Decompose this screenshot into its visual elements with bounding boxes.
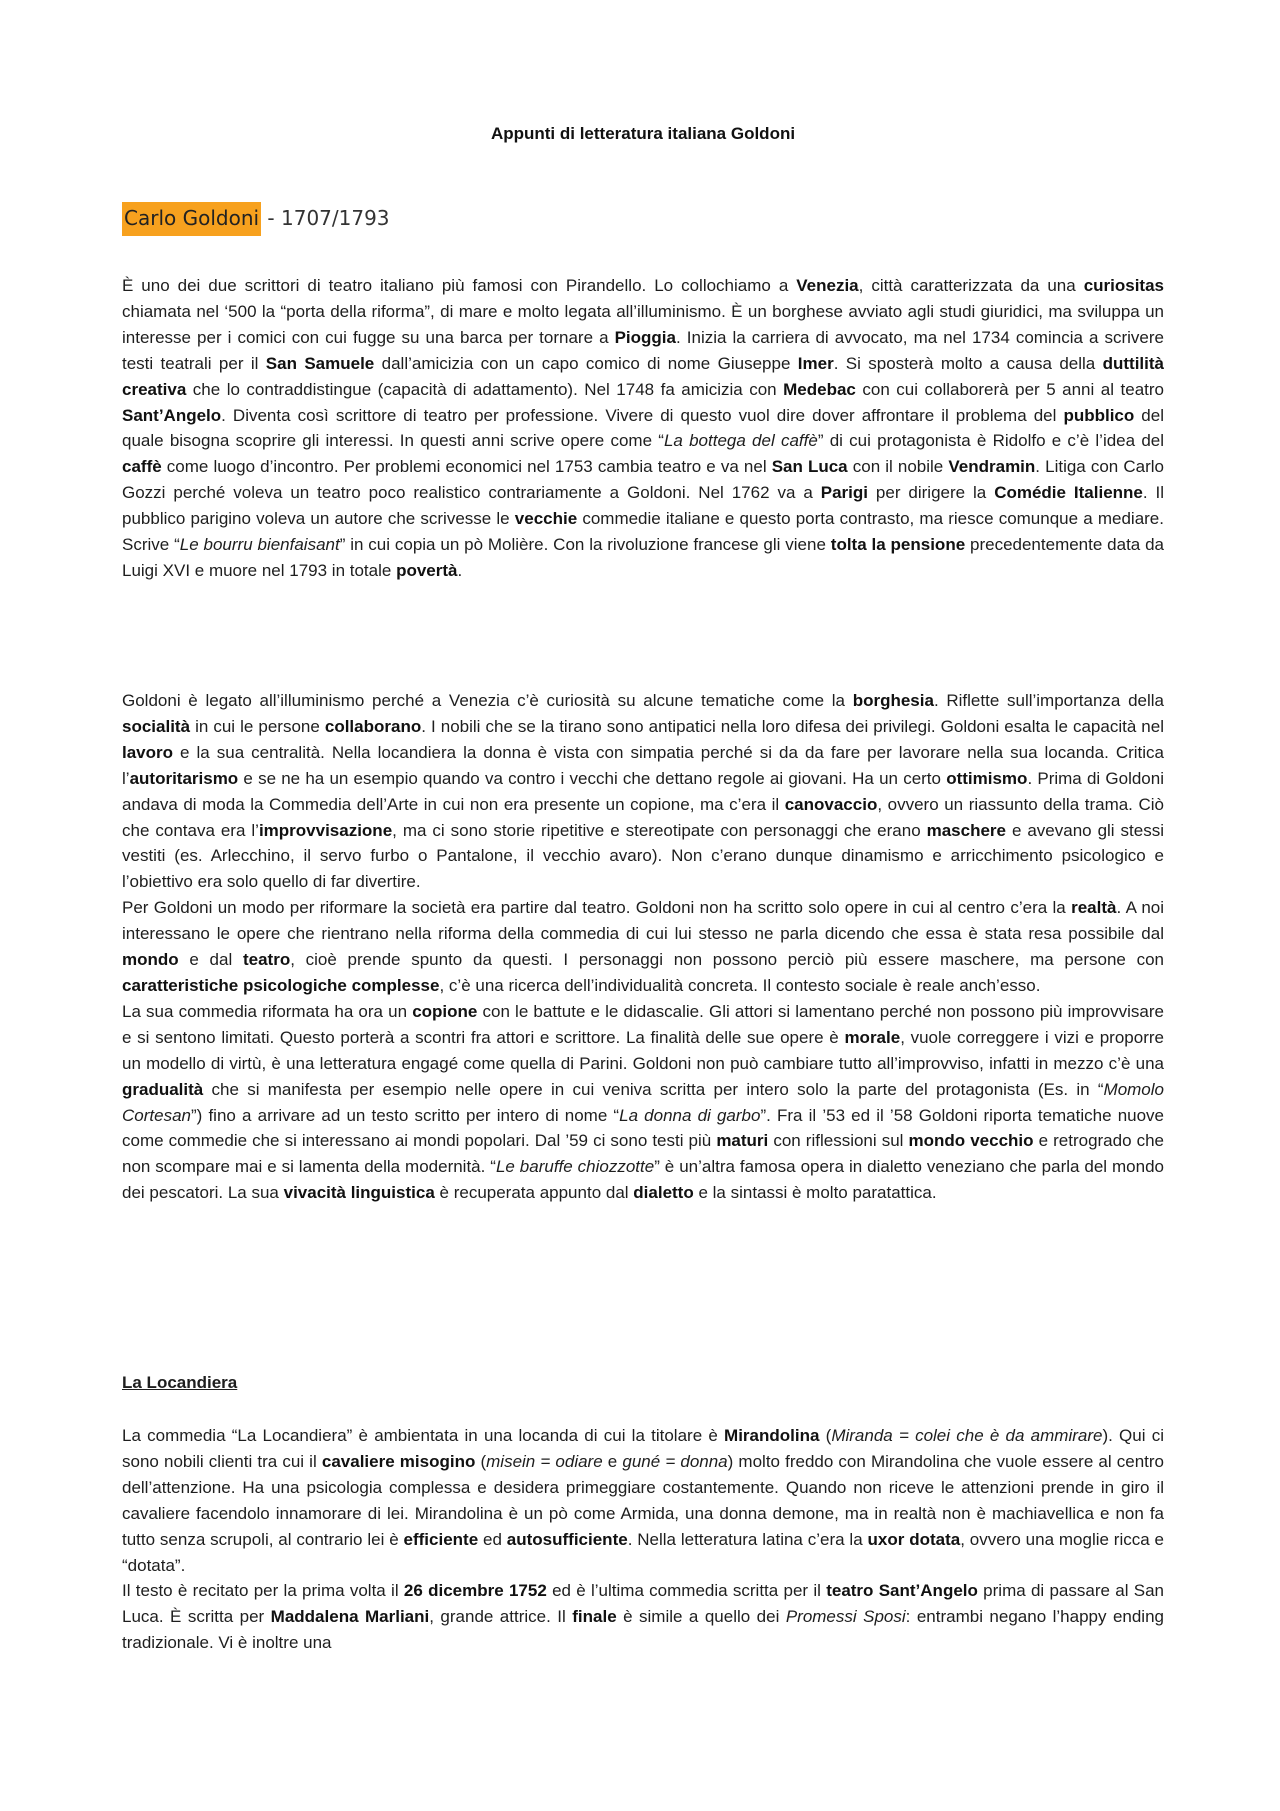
text-run: È uno dei due scrittori di teatro italiano più famosi con Pirandello. Lo collochiamo a (122, 276, 797, 295)
bold-term: maturi (716, 1131, 769, 1151)
text-run: ed (478, 1529, 507, 1549)
italic-title: Le bourru bienfaisant (179, 535, 340, 555)
text-run: Goldoni è legato all’illuminismo perché a Venezia c’è curiosità su alcune tematiche come la (122, 691, 853, 710)
bold-term: realtà (1071, 898, 1117, 918)
text-run: con il nobile (847, 457, 949, 477)
text-run: e retrogrado che non scompare mai e si lamenta della modernità. “ (122, 1131, 1165, 1177)
locandiera-heading-block (122, 1370, 1164, 1396)
text-run: ( (819, 1426, 832, 1445)
text-run: ( (475, 1451, 487, 1471)
bold-term: vivacità linguistica (283, 1183, 435, 1203)
bold-term: Vendramin (948, 457, 1036, 477)
bold-term: caratteristiche psicologiche complesse (122, 975, 440, 995)
bold-term: povertà (396, 560, 458, 580)
bold-term: cavaliere misogino (321, 1451, 476, 1471)
bold-term: teatro (242, 950, 291, 970)
bold-term: Medebac (783, 379, 856, 399)
bold-term: Parigi (820, 483, 868, 503)
bold-term: caffè (122, 457, 162, 477)
text-run: La commedia “La Locandiera” è ambientata in una locanda di cui la titolare è (122, 1426, 725, 1445)
italic-title: guné = donna (622, 1451, 728, 1471)
author-heading (122, 206, 390, 230)
text-run: ). Qui ci sono nobili clienti tra cui il (122, 1426, 1164, 1471)
bold-term: mondo (122, 950, 179, 970)
enlightenment-section (122, 688, 1164, 1206)
italic-title: La donna di garbo (619, 1105, 761, 1125)
bold-term: 26 dicembre 1752 (403, 1581, 547, 1601)
section-title-la-locandiera: La Locandiera (122, 1373, 238, 1392)
text-run: ”) fino a arrivare ad un testo scritto per intero di nome “ (190, 1105, 620, 1125)
bold-term: autosufficiente (506, 1529, 628, 1549)
text-run: con le battute e le didascalie. Gli attori si lamentano perché non possono più improvvisare e si sentono limitati. Questo porterà a scontri fra attori e scrittore. La finalità delle sue opere è (122, 1001, 1164, 1047)
text-run: e dal (178, 950, 243, 970)
text-run: . Prima di Goldoni andava di moda la Commedia dell’Arte in cui non era presente un copione, ma c’era il (122, 768, 1164, 814)
italic-title: La bottega del caffè (663, 431, 818, 451)
text-run: ed è l’ultima commedia scritta per il (546, 1581, 827, 1601)
paragraph (122, 1578, 1164, 1656)
text-run: : entrambi negano l’happy ending tradizionale. Vi è inoltre una (122, 1607, 1164, 1653)
text-run: chiamata nel ‘500 la “porta della riforma”, di mare e molto legata all’illuminismo. È un borghese avviato agli studi giuridici, ma sviluppa un interesse per i comici con cui fugge su una barca per tornare a (122, 301, 1164, 347)
locandiera-section (122, 1423, 1164, 1656)
bold-term: tolta la pensione (830, 535, 966, 555)
author-dates: - 1707/1793 (261, 206, 390, 230)
bold-term: efficiente (403, 1529, 479, 1549)
italic-title: Promessi Sposi (785, 1607, 906, 1627)
text-run: , vuole correggere i vizi e proporre un modello di virtù, è una letteratura engagé come quella di Parini. Goldoni non può cambiare tutto all’improvviso, infatti in mezzo c’è una (122, 1027, 1164, 1073)
text-run: e (602, 1451, 623, 1471)
text-run: che lo contraddistingue (capacità di adattamento). Nel 1748 fa amicizia con (186, 379, 784, 399)
text-run: come luogo d’incontro. Per problemi economici nel 1753 cambia teatro e va nel (161, 457, 772, 477)
text-run: prima di passare al San Luca. È scritta per (122, 1581, 1165, 1627)
bold-term: Imer (797, 353, 834, 373)
text-run: . Il pubblico parigino voleva un autore che scrivesse le (122, 483, 1165, 529)
text-run: è recuperata appunto dal (434, 1183, 634, 1203)
text-run: ) molto freddo con Mirandolina che vuole essere al centro dell’attenzione. Ha una psicologia complessa e desidera primeggiare costantemente. Quando non riceve le attenzioni prende in giro il cavaliere facendolo innamorare di lei. Mirandolina è un pò come Armida, una donna demone, ma in realtà non è machiavellica e non fa tutto senza scrupoli, al contrario lei è (122, 1451, 1164, 1549)
text-run: . Inizia la carriera di avvocato, ma nel 1734 comincia a scrivere testi teatrali per il (122, 327, 1164, 373)
paragraph (122, 895, 1164, 999)
text-run: . Si sposterà molto a causa della (833, 353, 1103, 373)
text-run: con cui collaborerà per 5 anni al teatro (855, 379, 1164, 399)
bold-term: socialità (122, 716, 191, 736)
text-run: per dirigere la (867, 483, 995, 503)
text-run: . Nella letteratura latina c’era la (627, 1529, 868, 1549)
text-run: e la sua centralità. Nella locandiera la donna è vista con simpatia perché si da da fare per lavorare nella sua locanda. Critica l’ (122, 742, 1164, 788)
bold-term: improvvisazione (258, 820, 393, 840)
bold-term: lavoro (122, 742, 174, 762)
bold-term: finale (572, 1607, 617, 1627)
text-run: , c’è una ricerca dell’individualità concreta. Il contesto sociale è reale anch’esso. (439, 975, 1041, 995)
bold-term: mondo vecchio (908, 1131, 1034, 1151)
paragraph (122, 1423, 1164, 1578)
bold-term: morale (844, 1027, 901, 1047)
text-run: , grande attrice. Il (429, 1607, 573, 1627)
bold-term: pubblico (1063, 405, 1135, 425)
bold-term: Sant’Angelo (122, 405, 222, 425)
text-run: La sua commedia riformata ha ora un (122, 1001, 413, 1021)
text-run: , ma ci sono storie ripetitive e stereotipate con personaggi che erano (392, 820, 927, 840)
bold-term: curiositas (1083, 276, 1164, 295)
text-run: e la sintassi è molto paratattica. (693, 1183, 937, 1203)
bold-term: San Luca (771, 457, 848, 477)
text-run: . Riflette sull’importanza della (933, 691, 1164, 710)
text-run: e avevano gli stessi vestiti (es. Arlecchino, il servo furbo o Pantalone, il vecchio avaro). Non c’erano dunque dinamismo e arricchimento psicologico e l’obiettivo era solo quello di far divertire. (122, 820, 1164, 892)
text-run: , ovvero un riassunto della trama. Ciò che contava era l’ (122, 794, 1164, 840)
text-run: commedie italiane e questo porta contrasto, ma riesce comunque a mediare. Scrive “ (122, 509, 1164, 555)
text-run: . Litiga con Carlo Gozzi perché voleva un teatro poco realistico contrariamente a Goldoni. Nel 1762 va a (122, 457, 1164, 503)
bold-term: San Samuele (265, 353, 375, 373)
text-run: del quale bisogna scoprire gli interessi. In questi anni scrive opere come “ (122, 405, 1164, 451)
paragraph (122, 273, 1164, 584)
bold-term: ottimismo (946, 768, 1028, 788)
bold-term: Pioggia (614, 327, 676, 347)
text-run: ” di cui protagonista è Ridolfo e c’è l’idea del (817, 431, 1164, 451)
bold-term: gradualità (122, 1079, 204, 1099)
bold-term: duttilità creativa (122, 353, 1164, 399)
paragraph (122, 688, 1164, 895)
text-run: con riflessioni sul (768, 1131, 909, 1151)
text-run: in cui le persone (190, 716, 325, 736)
bold-term: borghesia (852, 691, 934, 710)
text-run: Il testo è recitato per la prima volta il (122, 1581, 404, 1601)
text-run: . Diventa così scrittore di teatro per professione. Vivere di questo vuol dire dover affrontare il problema del (221, 405, 1064, 425)
text-run: è simile a quello dei (616, 1607, 786, 1627)
bold-term: copione (412, 1001, 478, 1021)
italic-title: misein = odiare (486, 1451, 603, 1471)
italic-title: Le baruffe chiozzotte (495, 1157, 655, 1177)
bold-term: collaborano (324, 716, 422, 736)
italic-title: Miranda = colei che è da ammirare (831, 1426, 1103, 1445)
bold-term: uxor dotata (867, 1529, 961, 1549)
text-run: ”. Fra il ’53 ed il ’58 Goldoni riporta tematiche nuove come commedie che si interessano ai mondi popolari. Dal ’59 ci sono testi più (122, 1105, 1165, 1151)
bold-term: Maddalena Marliani (270, 1607, 430, 1627)
bold-term: Venezia (796, 276, 859, 295)
document-title: Appunti di letteratura italiana Goldoni (490, 124, 796, 143)
text-run: precedentemente data da Luigi XVI e muore nel 1793 in totale (122, 535, 1164, 580)
bold-term: teatro Sant’Angelo (826, 1581, 978, 1601)
author-name-highlight: Carlo Goldoni (122, 202, 261, 236)
text-run: Per Goldoni un modo per riformare la società era partire dal teatro. Goldoni non ha scritto solo opere in cui al centro c’era la (122, 898, 1072, 918)
text-run: che si manifesta per esempio nelle opere in cui veniva scritta per intero solo la parte del protagonista (Es. in “ (203, 1079, 1104, 1099)
text-run: , città caratterizzata da una (858, 276, 1084, 295)
paragraph (122, 999, 1164, 1206)
text-run: dall’amicizia con un capo comico di nome Giuseppe (374, 353, 798, 373)
bold-term: autoritarismo (129, 768, 239, 788)
biography-section (122, 273, 1164, 584)
text-run: ” in cui copia un pò Molière. Con la rivoluzione francese gli viene (339, 535, 831, 555)
bold-term: canovaccio (784, 794, 878, 814)
text-run: ” è un’altra famosa opera in dialetto veneziano che parla del mondo dei pescatori. La sua (122, 1157, 1164, 1203)
bold-term: dialetto (633, 1183, 694, 1203)
text-run: . I nobili che se la tirano sono antipatici nella loro difesa dei privilegi. Goldoni esalta le capacità nel (421, 716, 1164, 736)
italic-title: Momolo Cortesan (122, 1079, 1164, 1125)
text-run: , ovvero una moglie ricca e “dotata”. (122, 1529, 1165, 1575)
bold-term: vecchie (514, 509, 578, 529)
text-run: e se ne ha un esempio quando va contro i vecchi che dettano regole ai giovani. Ha un certo (238, 768, 947, 788)
bold-term: Mirandolina (724, 1426, 820, 1445)
text-run: . A noi interessano le opere che rientrano nella riforma della commedia di cui lui stesso ne parla dicendo che essa è stata resa possibile dal (122, 898, 1164, 944)
text-run: . (457, 560, 463, 580)
text-run: , cioè prende spunto da questi. I personaggi non possono perciò più essere maschere, ma persone con (290, 950, 1164, 970)
bold-term: maschere (926, 820, 1006, 840)
bold-term: Comédie Italienne (994, 483, 1143, 503)
